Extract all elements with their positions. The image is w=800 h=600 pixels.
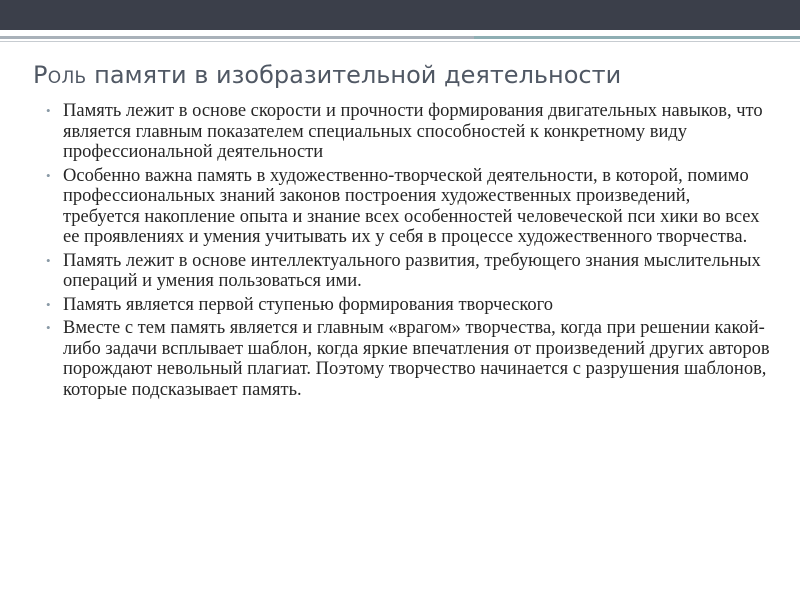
bullet-list xyxy=(45,101,770,403)
bullet-text: Особенно важна память в художественно-творческой деятельности, в которой, помимо профессиональных знаний законов построения художественных произведений, требуется накопление опыта и знание всех особенностей человеческой пси хики во всех ее проявлениях и умения учитывать их у себя в процессе художественного творчества. xyxy=(63,165,760,247)
slide-title-rest: памяти в изобразительной деятельности xyxy=(86,61,622,89)
bullet-dot-icon: • xyxy=(46,167,51,183)
slide-accent-line xyxy=(0,36,474,39)
bullet-item xyxy=(45,295,770,316)
bullet-item xyxy=(45,318,770,400)
slide-divider xyxy=(0,41,800,42)
slide-top-bar xyxy=(0,0,800,30)
bullet-text: Память является первой ступенью формирования творческого xyxy=(63,294,554,315)
bullet-dot-icon: • xyxy=(46,103,51,118)
bullet-text: Вместе с тем память является и главным «врагом» творчества, когда при решении какой-либо задачи всплывает шаблон, когда яркие впечатления от произведений других авторов порождают невольный плагиат. Поэтому творчество начинается с разрушения шаблонов, которые подсказывает память. xyxy=(63,318,770,400)
bullet-text: Память лежит в основе скорости и прочности формирования двигательных навыков, что является главным показателем специальных способностей к конкретному виду профессиональной деятельности xyxy=(63,101,763,162)
bullet-item xyxy=(45,101,770,163)
bullet-text: Память лежит в основе интеллектуального развития, требующего знания мыслительных операций и умения пользоваться ими. xyxy=(63,250,761,291)
bullet-item xyxy=(45,251,770,292)
bullet-item xyxy=(45,166,770,248)
bullet-dot-icon: • xyxy=(46,320,51,335)
slide-title-first-word: Роль xyxy=(33,61,87,89)
slide-accent-line-teal xyxy=(474,36,800,39)
bullet-dot-icon: • xyxy=(46,296,51,312)
bullet-dot-icon: • xyxy=(46,252,51,268)
slide-title xyxy=(33,60,773,90)
